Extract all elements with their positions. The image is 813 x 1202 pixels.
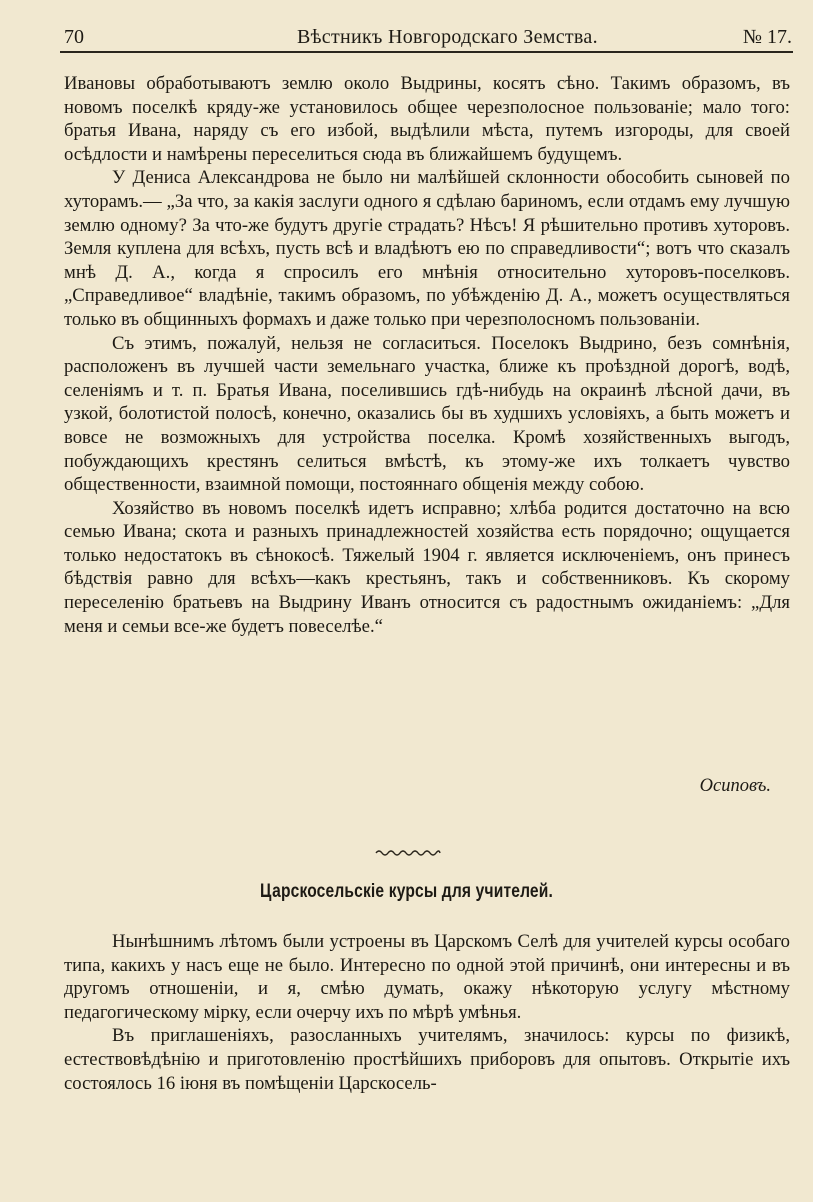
header-rule — [60, 51, 793, 53]
issue-number: № 17. — [742, 26, 792, 48]
paragraph: Ивановы обработываютъ землю около Выдрины, косятъ сѣно. Такимъ образомъ, въ новомъ поселкѣ кряду-же установилось общее черезполосное пользованіе; мало того: братья Ивана, наряду съ его избой, выдѣлили мѣста, путемъ изгороды, для своей осѣдлости и намѣрены переселиться сюда въ ближайшемъ будущемъ. — [64, 73, 790, 165]
article-body — [64, 72, 790, 638]
paragraph: Нынѣшнимъ лѣтомъ были устроены въ Царскомъ Селѣ для учителей курсы особаго типа, какихъ у насъ еще не было. Интересно по одной этой причинѣ, они интересны и въ другомъ отношеніи, и я, смѣю думать, окажу нѣкоторую услугу мѣстному педагогическому мірку, если очерчу ихъ по мѣрѣ умѣнья. — [64, 931, 790, 1023]
page-number: 70 — [64, 26, 84, 48]
article-body-2 — [64, 930, 790, 1095]
author-signature: Осиповъ. — [699, 776, 771, 796]
paragraph: Въ приглашеніяхъ, разосланныхъ учителямъ, значилось: курсы по физикѣ, естествовѣдѣнію и приготовленію простѣйшихъ приборовъ для опытовъ. Открытіе ихъ состоялось 16 іюня въ помѣщеніи Царскосель- — [64, 1025, 790, 1094]
paragraph: У Дениса Александрова не было ни малѣйшей склонности обособить сыновей по хуторамъ.— „За что, за какія заслуги одного я сдѣлаю бариномъ, если отдамъ ему лучшую землю одному? За что-же будутъ другіе страдать? Нѣсъ! Я рѣшительно противъ хуторовъ. Земля куплена для всѣхъ, пусть всѣ и владѣютъ ею по справедливости“; вотъ что сказалъ мнѣ Д. А., когда я спросилъ его мнѣнія относительно хуторовъ-поселковъ. „Справедливое“ владѣніе, такимъ образомъ, по убѣжденію Д. А., можетъ осуществляться только въ общинныхъ формахъ и даже только при черезполосномъ пользованіи. — [64, 167, 790, 330]
paragraph: Хозяйство въ новомъ поселкѣ идетъ исправно; хлѣба родится достаточно на всю семью Ивана; скота и разныхъ принадлежностей хозяйства есть порядочно; ощущается только недостатокъ въ сѣнокосѣ. Тяжелый 1904 г. является исключеніемъ, онъ принесъ бѣдствія равно для всѣхъ—какъ крестьянъ, такъ и собственниковъ. Къ скорому переселенію братьевъ на Выдрину Иванъ относится съ радостнымъ ожиданіемъ: „Для меня и семьи все-же будетъ повеселѣе.“ — [64, 497, 790, 637]
article-title: Царскосельскіе курсы для учителей. — [259, 881, 553, 902]
ornament-divider — [375, 848, 441, 858]
journal-title: Вѣстникъ Новгородскаго Земства. — [297, 26, 598, 48]
paragraph: Съ этимъ, пожалуй, нельзя не согласиться. Поселокъ Выдрино, безъ сомнѣнія, расположенъ въ лучшей части земельнаго участка, ближе къ проѣздной дорогѣ, водѣ, селеніямъ и т. п. Братья Ивана, поселившись гдѣ-нибудь на окраинѣ лѣсной дачи, въ узкой, болотистой полосѣ, конечно, оказались бы въ худшихъ условіяхъ, а быть можетъ и вовсе не возможныхъ для устройства поселка. Кромѣ хозяйственныхъ выгодъ, побуждающихъ крестянъ селиться вмѣстѣ, къ этому-же ихъ толкаетъ чувство общественности, взаимной помощи, постояннаго общенія между собою. — [64, 332, 790, 496]
page-header — [64, 26, 792, 52]
